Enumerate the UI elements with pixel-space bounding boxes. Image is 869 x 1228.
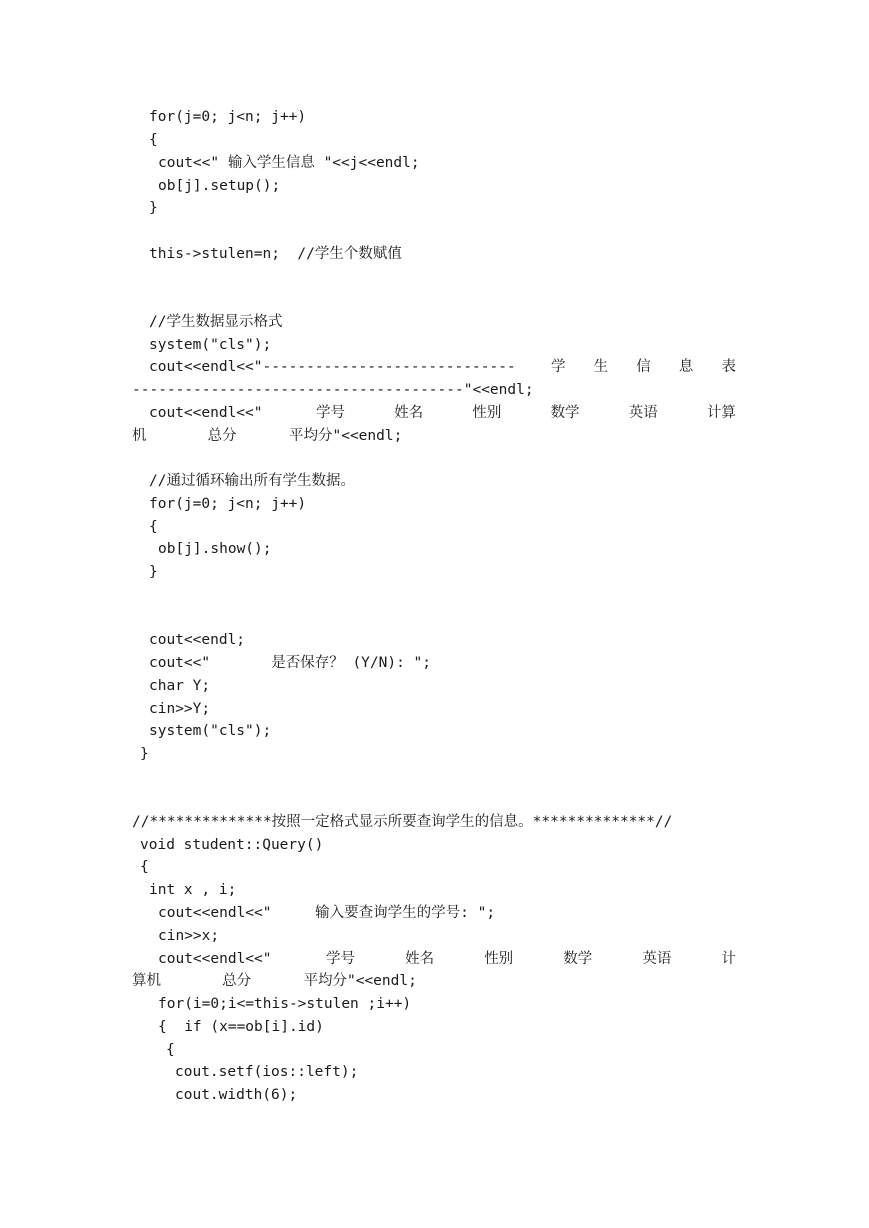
justified-columns — [316, 404, 736, 422]
column-label: 英语 — [642, 951, 672, 967]
code-line: //**************按照一定格式显示所要查询学生的信息。**************// — [132, 814, 673, 830]
code-line: { — [166, 1042, 175, 1058]
code-line: cout<<" 是否保存？ (Y/N): "; — [149, 655, 432, 671]
code-line: { — [140, 859, 149, 875]
column-label: 姓名 — [394, 405, 424, 421]
column-label: 学号 — [326, 951, 355, 967]
code-line: for(j=0; j<n; j++) — [149, 109, 307, 125]
column-label: 学号 — [316, 405, 345, 421]
code-line: cout<<endl<<"----------------------------- — [149, 359, 516, 375]
code-line: cout<<endl; — [149, 632, 246, 648]
heading-char: 学 — [551, 359, 566, 375]
code-line: 算机 总分 平均分"<<endl; — [132, 973, 417, 989]
heading-char: 息 — [678, 359, 694, 375]
column-label: 计 — [721, 951, 736, 967]
code-line: } — [140, 746, 149, 762]
code-line: int x , i; — [149, 882, 237, 898]
code-line: system("cls"); — [149, 337, 272, 353]
code-line: ob[j].setup(); — [158, 178, 281, 194]
column-label: 数学 — [550, 405, 580, 421]
code-line: cout.setf(ios::left); — [175, 1064, 359, 1080]
code-line: cout.width(6); — [175, 1087, 298, 1103]
code-line: for(j=0; j<n; j++) — [149, 496, 307, 512]
heading-char: 信 — [636, 359, 651, 375]
column-label: 计算 — [706, 405, 736, 421]
code-line: { — [149, 519, 158, 535]
justified-columns — [326, 950, 736, 968]
heading-char: 表 — [721, 359, 736, 375]
code-line: cin>>Y; — [149, 701, 211, 717]
code-line: this->stulen=n; //学生个数赋值 — [149, 246, 402, 262]
code-line: //学生数据显示格式 — [149, 314, 283, 330]
code-line: } — [149, 200, 158, 216]
code-line: //通过循环输出所有学生数据。 — [149, 473, 355, 489]
column-label: 数学 — [563, 951, 593, 967]
code-line: } — [149, 564, 158, 580]
code-line: { — [149, 132, 158, 148]
code-line: for(i=0;i<=this->stulen ;i++) — [158, 996, 412, 1012]
code-line: { if (x==ob[i].id) — [158, 1019, 324, 1035]
code-line: cout<<endl<<" — [158, 951, 272, 967]
code-line: --------------------------------------"<<endl; — [132, 382, 534, 398]
code-line: cin>>x; — [158, 928, 220, 944]
code-line: cout<<endl<<" 输入要查询学生的学号: "; — [158, 905, 496, 921]
code-line: void student::Query() — [140, 837, 324, 853]
column-label: 性别 — [484, 951, 514, 967]
column-label: 性别 — [472, 405, 502, 421]
justified-heading — [551, 358, 736, 376]
code-line: system("cls"); — [149, 723, 272, 739]
code-line: ob[j].show(); — [158, 541, 272, 557]
code-line: char Y; — [149, 678, 211, 694]
column-label: 英语 — [628, 405, 658, 421]
code-line: 机 总分 平均分"<<endl; — [132, 428, 403, 444]
code-line: cout<<" 输入学生信息 "<<j<<endl; — [158, 155, 420, 171]
heading-char: 生 — [593, 359, 609, 375]
column-label: 姓名 — [405, 951, 435, 967]
code-line: cout<<endl<<" — [149, 405, 263, 421]
